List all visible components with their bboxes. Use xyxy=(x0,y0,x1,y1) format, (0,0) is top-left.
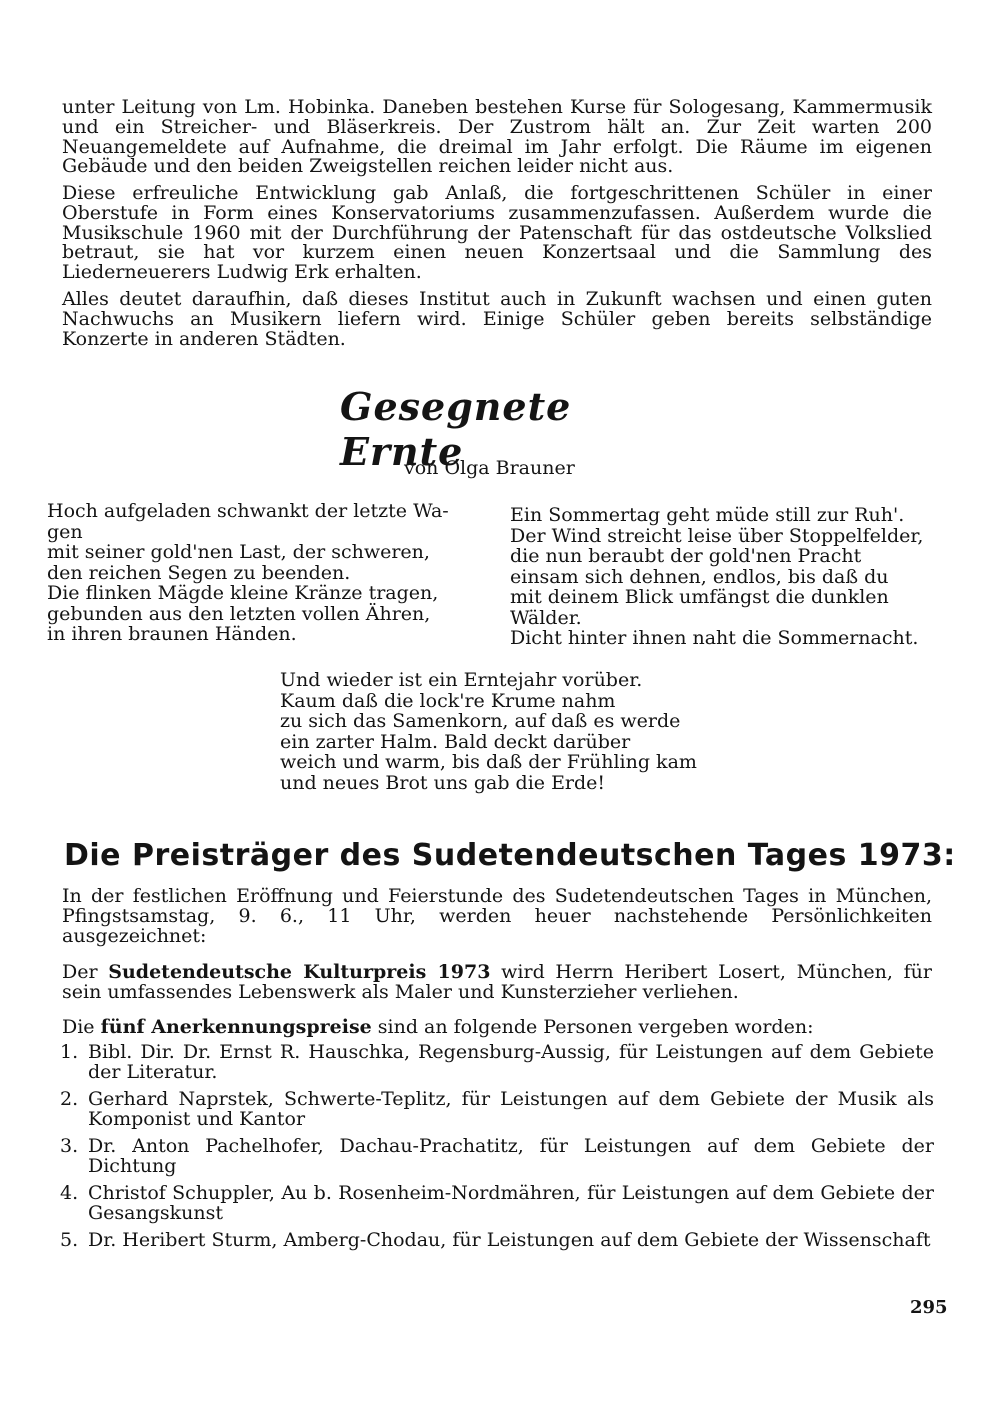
kulturpreis-text: wird Herrn Heribert Losert, München, für sein umfassendes Lebenswerk als Maler und Kunsterzieher verliehen. xyxy=(62,961,932,1003)
poem-stanza-right xyxy=(510,505,950,649)
poem-line: und neues Brot uns gab die Erde! xyxy=(280,771,606,794)
poem-line: Und wieder ist ein Erntejahr vorüber. xyxy=(280,669,643,691)
poem-line: Ein Sommertag geht müde still zur Ruh'. xyxy=(510,504,905,526)
list-item xyxy=(56,1230,934,1250)
poem-line: zu sich das Samenkorn, auf daß es werde xyxy=(280,710,681,732)
poem-line: in ihren braunen Händen. xyxy=(47,623,297,645)
list-item-text: Dr. Anton Pachelhofer, Dachau-Prachatitz, für Leistungen auf dem Gebiete der Dichtung xyxy=(88,1135,934,1177)
list-item xyxy=(56,1042,934,1082)
poem-line: Hoch aufgeladen schwankt der letzte Wa- xyxy=(47,500,449,522)
list-item-text: Dr. Heribert Sturm, Amberg-Chodau, für Leistungen auf dem Gebiete der Wissenschaft xyxy=(88,1229,931,1251)
awards-intro: In der festlichen Eröffnung und Feierstunde des Sudetendeutschen Tages in München, Pfingstsamstag, 9. 6., 11 Uhr, werden heuer nachstehende Persönlichkeiten ausgezeichnet: xyxy=(62,885,932,947)
list-item-number: 2. xyxy=(60,1088,79,1110)
list-item-text: Gerhard Naprstek, Schwerte-Teplitz, für Leistungen auf dem Gebiete der Musik als Komponist und Kantor xyxy=(88,1088,934,1130)
kulturpreis-paragraph xyxy=(62,963,932,1003)
poem-line: die nun beraubt der gold'nen Pracht xyxy=(510,545,862,567)
poem-line: einsam sich dehnen, endlos, bis daß du xyxy=(510,565,889,588)
list-item-number: 3. xyxy=(60,1135,79,1157)
poem-line: mit seiner gold'nen Last, der schweren, xyxy=(47,541,430,563)
poem-line: ein zarter Halm. Bald deckt darüber xyxy=(280,730,631,753)
list-item-number: 5. xyxy=(60,1229,79,1251)
kulturpreis-name: Sudetendeutsche Kulturpreis 1973 xyxy=(108,961,491,983)
poem-line: Dicht hinter ihnen naht die Sommernacht. xyxy=(510,627,919,649)
poem-title: Gesegnete Ernte xyxy=(340,384,572,474)
poem-line: Der Wind streicht leise über Stoppelfelder, xyxy=(510,524,924,547)
page-number: 295 xyxy=(910,1297,948,1318)
poem-author: von Olga Brauner xyxy=(404,457,575,479)
poem-line: mit deinem Blick umfängst die dunklen xyxy=(510,586,889,608)
poem-stanza-center xyxy=(280,670,700,793)
paragraph-music-school-courses: unter Leitung von Lm. Hobinka. Daneben bestehen Kurse für Sologesang, Kammermusik und ein Streicher- und Bläserkreis. Der Zustrom hält an. Zur Zeit warten 200 Neuangemeldete auf Aufnahme, die dreimal im Jahr erfolgt. Die Räume im eigenen Gebäude und den beiden Zweigstellen reichen leider nicht aus. xyxy=(62,96,932,178)
poem-line: gebunden aus den letzten vollen Ähren, xyxy=(47,602,431,625)
poem-line: den reichen Segen zu beenden. xyxy=(47,561,351,584)
poem-line: gen xyxy=(47,520,83,543)
kulturpreis-prefix: Der xyxy=(62,961,98,983)
poem-line: Die flinken Mägde kleine Kränze tragen, xyxy=(47,582,439,604)
poem-line: Wälder. xyxy=(510,606,582,629)
anerkennungspreise-text: sind an folgende Personen vergeben worden: xyxy=(377,1016,814,1038)
poem-line: weich und warm, bis daß der Frühling kam xyxy=(280,751,697,773)
list-item-text: Bibl. Dir. Dr. Ernst R. Hauschka, Regensburg-Aussig, für Leistungen auf dem Gebiete der Literatur. xyxy=(88,1041,934,1083)
list-item-number: 1. xyxy=(60,1041,79,1063)
anerkennungspreise-name: fünf Anerkennungspreise xyxy=(100,1016,372,1038)
paragraph-conservatory: Diese erfreuliche Entwicklung gab Anlaß, die fortgeschrittenen Schüler in einer Oberstufe in Form eines Konservatoriums zusammenzufassen. Außerdem wurde die Musikschule 1960 mit der Durchführung der Patenschaft für das ostdeutsche Volkslied betraut, sie hat vor kurzem einen neuen Konzertsaal und die Sammlung des Liederneuerers Ludwig Erk erhalten. xyxy=(62,182,932,284)
list-item xyxy=(56,1136,934,1176)
anerkennungspreise-prefix: Die xyxy=(62,1016,95,1038)
list-item xyxy=(56,1089,934,1129)
poem-line: Kaum daß die lock're Krume nahm xyxy=(280,689,616,712)
list-item-number: 4. xyxy=(60,1182,79,1204)
list-item-text: Christof Schuppler, Au b. Rosenheim-Nordmähren, für Leistungen auf dem Gebiete der Gesangskunst xyxy=(88,1182,934,1224)
paragraph-future: Alles deutet daraufhin, daß dieses Institut auch in Zukunft wachsen und einen guten Nachwuchs an Musikern liefern wird. Einige Schüler geben bereits selbständige Konzerte in anderen Städten. xyxy=(62,288,932,350)
awards-heading: Die Preisträger des Sudetendeutschen Tages 1973: xyxy=(64,838,956,873)
awards-list xyxy=(56,1042,934,1257)
list-item xyxy=(56,1183,934,1223)
poem-stanza-left xyxy=(47,501,487,645)
anerkennungspreise-paragraph xyxy=(62,1018,932,1038)
